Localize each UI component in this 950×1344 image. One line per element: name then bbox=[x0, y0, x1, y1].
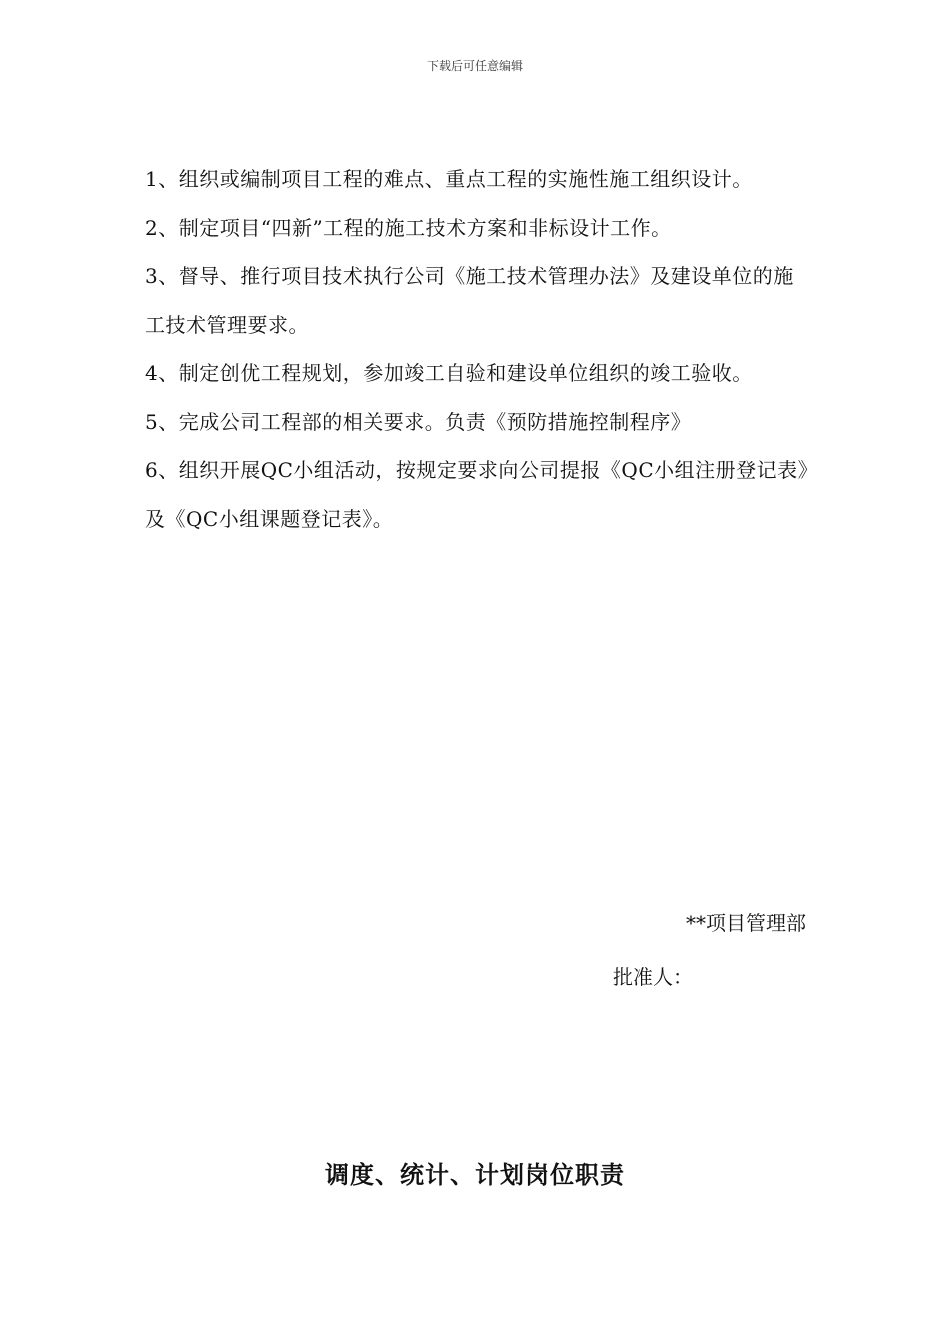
approver-label: 批准人： bbox=[613, 965, 693, 989]
duty-list bbox=[145, 155, 810, 543]
duty-item-5: 5、完成公司工程部的相关要求。负责《预防措施控制程序》 bbox=[145, 409, 692, 434]
duty-item-2: 2、制定项目“四新”工程的施工技术方案和非标设计工作。 bbox=[145, 215, 672, 240]
section-title: 调度、统计、计划岗位职责 bbox=[325, 1161, 625, 1189]
duty-item-6: 6、组织开展QC小组活动，按规定要求向公司提报《QC小组注册登记表》及《QC小组课题登记表》。 bbox=[145, 458, 809, 531]
organization-name: **项目管理部 bbox=[686, 911, 806, 935]
duty-item-4: 4、制定创优工程规划，参加竣工自验和建设单位组织的竣工验收。 bbox=[145, 361, 753, 385]
header-note: 下载后可任意编辑 bbox=[426, 59, 523, 73]
duty-item-3: 3、督导、推行项目技术执行公司《施工技术管理办法》及建设单位的施工技术管理要求。 bbox=[145, 264, 794, 337]
duty-item-1: 1、组织或编制项目工程的难点、重点工程的实施性施工组织设计。 bbox=[145, 167, 753, 191]
